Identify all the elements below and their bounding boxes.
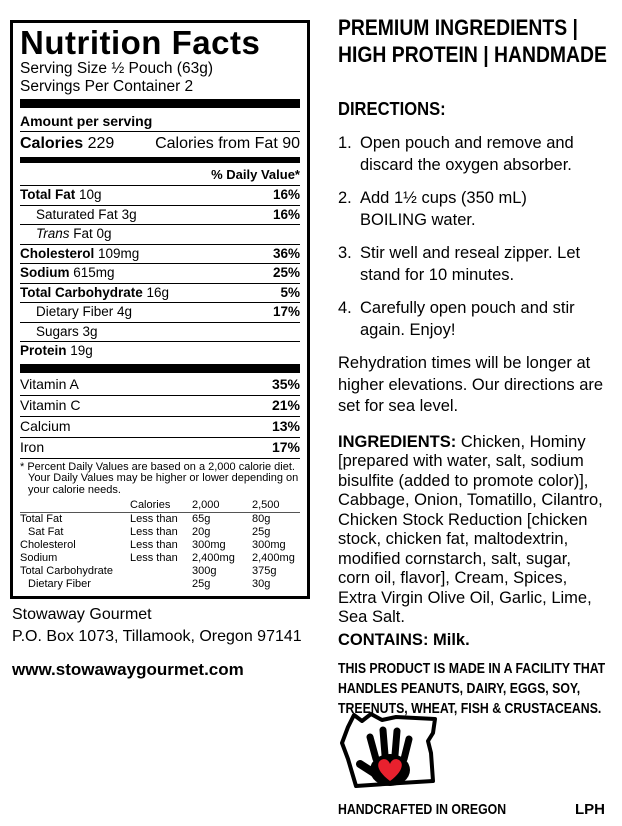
nutrient-name: Dietary Fiber <box>36 304 114 319</box>
nutrient-row-trans-fat <box>20 225 300 245</box>
amount-per-serving: Amount per serving <box>20 110 300 132</box>
nutrient-row-sodium <box>20 264 300 284</box>
ref-header-2000: 2,000 <box>192 499 220 511</box>
vitamin-name: Vitamin C <box>20 397 81 413</box>
nutrient-dv: 5% <box>280 284 300 300</box>
calories-value <box>20 135 114 153</box>
reference-table <box>20 499 300 591</box>
nutrient-amount: 4g <box>117 304 133 319</box>
nutrient-amount: 3g <box>121 206 137 222</box>
nutrient-amount: 19g <box>70 343 93 358</box>
step-number: 1. <box>338 134 352 152</box>
handcrafted-text: HANDCRAFTED IN OREGON <box>338 801 507 818</box>
nutrient-name: Sodium <box>20 265 70 280</box>
nutrient-name: Trans <box>36 226 70 241</box>
reference-table-header <box>20 499 300 513</box>
oregon-outline-icon <box>338 707 440 795</box>
divider-bar-thick <box>20 364 300 373</box>
calories-label: Calories <box>20 135 84 152</box>
nutrient-amount: Fat 0g <box>73 226 112 241</box>
ref-row-total-carbohydrate: Total Carbohydrate 300g 375g <box>20 565 277 577</box>
step-text: Open pouch and remove and discard the oxygen absorber. <box>360 134 574 174</box>
serving-size: Serving Size ½ Pouch (63g) <box>20 60 213 77</box>
daily-value-footnote: * Percent Daily Values are based on a 2,000 calorie diet. Your Daily Values may be higher or lower depending on your calorie needs. <box>20 460 299 496</box>
rehydration-note: Rehydration times will be longer at higher elevations. Our directions are set for sea level. <box>338 354 604 415</box>
nutrient-row-cholesterol <box>20 245 300 265</box>
facility-statement: THIS PRODUCT IS MADE IN A FACILITY THAT HANDLES PEANUTS, DAIRY, EGGS, SOY, TREENUTS, WHEAT, FISH & CRUSTACEANS. <box>338 659 606 717</box>
ingredients-text: Chicken, Hominy [prepared with water, salt, sodium bisulfite (added to promote color)], Cabbage, Onion, Tomatillo, Cilantro, Chicken Stock Reduction [chicken stock, chicken fat, maltodextrin, modified cornstarch, salt, sugar, corn oil, flavor], Cream, Spices, Extra Virgin Olive Oil, Garlic, Lime, Sea Salt. <box>338 432 603 626</box>
nutrient-row-total-carbohydrate <box>20 284 300 304</box>
direction-step <box>338 133 604 176</box>
nutrition-facts-panel <box>10 20 310 599</box>
nutrient-row-sugars <box>20 323 300 343</box>
oregon-handprint-heart-logo <box>338 707 440 795</box>
ingredients-label: INGREDIENTS: <box>338 432 457 451</box>
calories-row <box>20 132 300 155</box>
vitamin-dv: 21% <box>271 397 300 413</box>
contains-statement: CONTAINS: Milk. <box>338 630 470 649</box>
nutrient-name: Total Carbohydrate <box>20 284 143 300</box>
step-number: 4. <box>338 299 352 317</box>
nutrient-row-saturated-fat <box>20 206 300 226</box>
nutrient-name: Sugars <box>36 323 79 339</box>
nutrient-dv: 36% <box>272 245 300 261</box>
nutrient-amount: 615mg <box>73 265 115 280</box>
vitamin-dv: 35% <box>271 376 300 392</box>
nutrient-name: Cholesterol <box>20 245 95 261</box>
company-website: www.stowawaygourmet.com <box>12 660 244 679</box>
nutrient-dv: 17% <box>272 304 300 319</box>
nutrient-amount: 10g <box>79 187 102 202</box>
nutrient-name: Protein <box>20 343 67 358</box>
vitamin-row-c <box>20 396 300 417</box>
directions-heading: DIRECTIONS: <box>338 99 446 119</box>
directions-list <box>338 133 604 341</box>
vitamin-row-a <box>20 375 300 396</box>
vitamin-dv: 17% <box>271 439 300 455</box>
ref-header-2500: 2,500 <box>252 499 280 511</box>
step-text: Stir well and reseal zipper. Let stand for 10 minutes. <box>360 244 581 284</box>
nutrient-row-dietary-fiber <box>20 303 300 323</box>
step-text: Add 1½ cups (350 mL) BOILING water. <box>360 189 527 229</box>
direction-step <box>338 298 604 341</box>
calories-from-fat: Calories from Fat 90 <box>155 135 300 152</box>
step-text: Carefully open pouch and stir again. Enjoy! <box>360 299 575 339</box>
step-number: 3. <box>338 244 352 262</box>
footer-row <box>338 801 605 818</box>
ref-row-dietary-fiber: Dietary Fiber 25g 30g <box>28 578 271 590</box>
company-address: P.O. Box 1073, Tillamook, Oregon 97141 <box>12 628 302 645</box>
vitamin-name: Calcium <box>20 418 71 434</box>
servings-per-container: Servings Per Container 2 <box>20 78 194 95</box>
vitamin-row-calcium <box>20 417 300 438</box>
nutrient-dv: 25% <box>272 265 300 280</box>
nutrient-row-total-fat <box>20 186 300 206</box>
tagline <box>338 14 607 68</box>
nutrient-row-protein <box>20 342 300 361</box>
company-block <box>12 604 302 680</box>
nutrient-dv: 16% <box>272 187 300 202</box>
nutrient-amount: 109mg <box>98 245 140 261</box>
vitamin-name: Iron <box>20 439 45 455</box>
direction-step <box>338 188 604 231</box>
nutrient-amount: 16g <box>146 284 170 300</box>
tagline-line-1: PREMIUM INGREDIENTS | <box>338 15 578 40</box>
step-number: 2. <box>338 189 352 207</box>
ref-row-cholesterol: Cholesterol Less than 300mg 300mg <box>20 539 286 551</box>
vitamin-name: Vitamin A <box>20 376 79 392</box>
nutrition-title: Nutrition Facts <box>20 24 261 61</box>
ref-row-sodium: Sodium Less than 2,400mg 2,400mg <box>20 552 295 564</box>
ref-header-calories: Calories <box>130 499 171 511</box>
daily-value-header: % Daily Value* <box>20 165 300 186</box>
ref-row-sat-fat: Sat Fat Less than 20g 25g <box>28 526 271 538</box>
nutrient-name: Total Fat <box>20 187 76 202</box>
company-name: Stowaway Gourmet <box>12 606 152 623</box>
nutrient-name: Saturated Fat <box>36 206 118 222</box>
nutrient-dv: 16% <box>272 206 300 222</box>
right-column <box>338 14 607 719</box>
vitamin-dv: 13% <box>271 418 300 434</box>
initials-text: LPH <box>575 801 605 818</box>
ingredients-paragraph <box>338 433 604 628</box>
divider-bar-thick <box>20 99 300 108</box>
divider-bar-medium <box>20 157 300 163</box>
ref-row-total-fat: Total Fat Less than 65g 80g <box>20 513 271 525</box>
direction-step <box>338 243 604 286</box>
vitamin-row-iron <box>20 438 300 459</box>
calories-number: 229 <box>87 135 115 152</box>
tagline-line-2: HIGH PROTEIN | HANDMADE <box>338 42 607 67</box>
nutrient-amount: 3g <box>82 323 98 339</box>
